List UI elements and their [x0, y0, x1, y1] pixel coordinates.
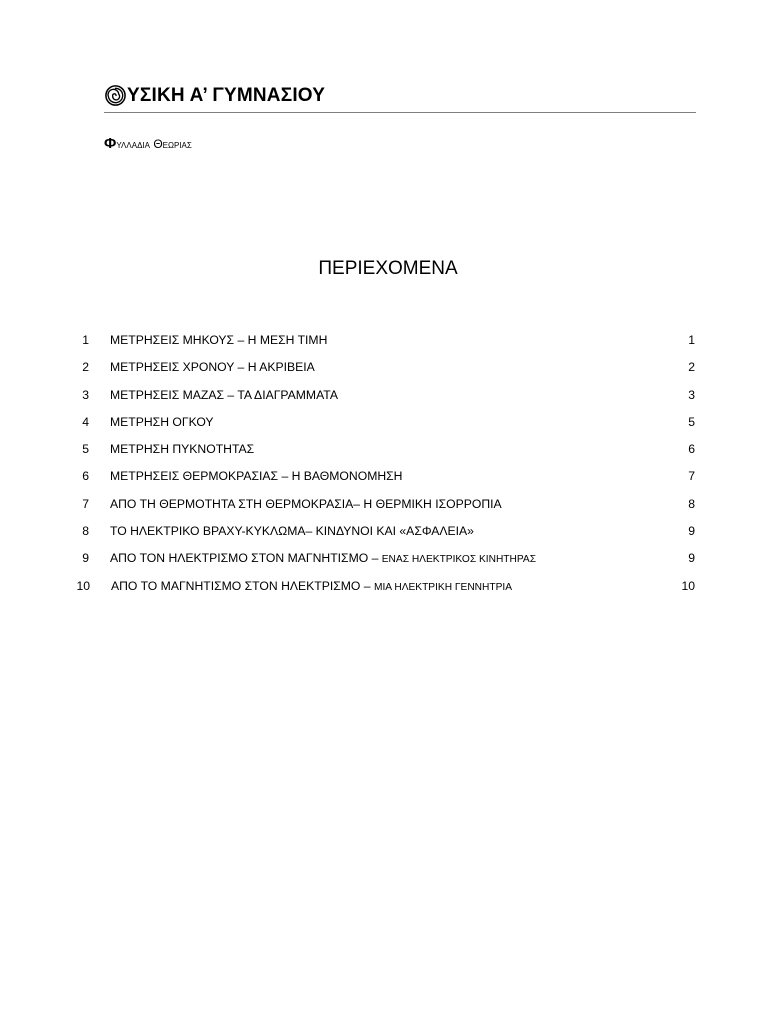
toc-entry-title [110, 331, 327, 349]
toc-entry-title-main: ΑΠΟ ΤΟ ΜΑΓΝΗΤΙΣΜΟ ΣΤΟΝ ΗΛΕΚΤΡΙΣΜΟ – [111, 579, 374, 593]
document-header [104, 84, 325, 107]
toc-entry-page-number: 8 [688, 497, 695, 511]
toc-entry[interactable] [60, 495, 702, 513]
toc-entry-title [110, 440, 254, 458]
toc-entry-page-number: 5 [688, 415, 695, 429]
toc-entry-title-main: ΜΕΤΡΗΣΗ ΟΓΚΟΥ [110, 415, 214, 429]
toc-entry-number: 1 [82, 333, 89, 347]
toc-entry-number: 5 [82, 442, 89, 456]
toc-entry[interactable] [60, 522, 702, 540]
toc-entry-number: 8 [82, 524, 89, 538]
toc-entry-title [110, 522, 474, 540]
toc-entry[interactable] [60, 440, 702, 458]
toc-entry[interactable] [60, 577, 702, 595]
toc-entry-number: 3 [82, 388, 89, 402]
toc-entry[interactable] [60, 549, 702, 567]
document-title: ΥΣΙΚΗ Α’ ΓΥΜΝΑΣΙΟΥ [127, 85, 326, 106]
toc-entry-title-main: ΜΕΤΡΗΣΕΙΣ ΧΡΟΝΟΥ – Η ΑΚΡΙΒΕΙΑ [110, 360, 315, 374]
toc-entry-title-main: ΑΠΟ ΤΟΝ ΗΛΕΚΤΡΙΣΜΟ ΣΤΟΝ ΜΑΓΝΗΤΙΣΜΟ – [110, 551, 382, 565]
toc-entry-number: 6 [82, 469, 89, 483]
subtitle-text: υλλαδια Θεωριας [116, 137, 192, 151]
toc-entry[interactable] [60, 331, 702, 349]
toc-entry-title-sub: ΜΙΑ ΗΛΕΚΤΡΙΚΗ ΓΕΝΝΗΤΡΙΑ [373, 582, 513, 593]
toc-entry-title [110, 358, 315, 376]
toc-entry-page-number: 2 [688, 360, 695, 374]
toc-entry-title-main: ΜΕΤΡΗΣΕΙΣ ΘΕΡΜΟΚΡΑΣΙΑΣ – Η ΒΑΘΜΟΝΟΜΗΣΗ [110, 469, 403, 483]
toc-entry-title [110, 549, 536, 569]
toc-entry-title-sub: ΕΝΑΣ ΗΛΕΚΤΡΙΚΟΣ ΚΙΝΗΤΗΡΑΣ [381, 554, 537, 565]
toc-entry-title-main: ΜΕΤΡΗΣΕΙΣ ΜΗΚΟΥΣ – Η ΜΕΣΗ ΤΙΜΗ [110, 333, 328, 347]
toc-entry-page-number: 1 [688, 333, 695, 347]
toc-entry-page-number: 3 [688, 388, 695, 402]
toc-entry-title-main: ΜΕΤΡΗΣΕΙΣ ΜΑΖΑΣ – ΤΑ ΔΙΑΓΡΑΜΜΑΤΑ [110, 388, 338, 402]
toc-entry-title [110, 413, 214, 431]
toc-entry[interactable] [60, 358, 702, 376]
toc-entry[interactable] [60, 413, 702, 431]
toc-entry-title [110, 467, 402, 485]
header-divider [104, 112, 696, 113]
subtitle-initial: Φ [104, 135, 117, 152]
toc-entry-page-number: 10 [681, 579, 695, 593]
toc-entry-title [111, 577, 512, 597]
toc-entry-number: 2 [82, 360, 89, 374]
toc-entry[interactable] [60, 467, 702, 485]
toc-entry-title [110, 386, 338, 404]
toc-entry[interactable] [60, 386, 702, 404]
toc-entry-page-number: 9 [688, 551, 695, 565]
toc-entry-number: 10 [76, 579, 90, 593]
toc-entry-title-main: ΤΟ ΗΛΕΚΤΡΙΚΟ ΒΡΑΧΥ-ΚΥΚΛΩΜΑ– ΚΙΝΔΥΝΟΙ ΚΑΙ «ΑΣΦΑΛΕΙΑ» [110, 524, 474, 538]
toc-entry-title [110, 495, 502, 513]
toc-entry-page-number: 9 [688, 524, 695, 538]
document-subtitle [104, 136, 192, 152]
toc-entry-title-main: ΜΕΤΡΗΣΗ ΠΥΚΝΟΤΗΤΑΣ [110, 442, 255, 456]
toc-entry-page-number: 6 [688, 442, 695, 456]
toc-entry-number: 9 [82, 551, 89, 565]
spiral-phi-icon [104, 84, 127, 107]
toc-entry-title-main: ΑΠΟ ΤΗ ΘΕΡΜΟΤΗΤΑ ΣΤΗ ΘΕΡΜΟΚΡΑΣΙΑ– Η ΘΕΡΜΙΚΗ ΙΣΟΡΡΟΠΙΑ [110, 497, 502, 511]
toc-entry-number: 7 [82, 497, 89, 511]
toc-heading: ΠΕΡΙΕΧΟΜΕΝΑ [318, 258, 458, 279]
toc-entry-page-number: 7 [688, 469, 695, 483]
toc-entry-number: 4 [82, 415, 89, 429]
